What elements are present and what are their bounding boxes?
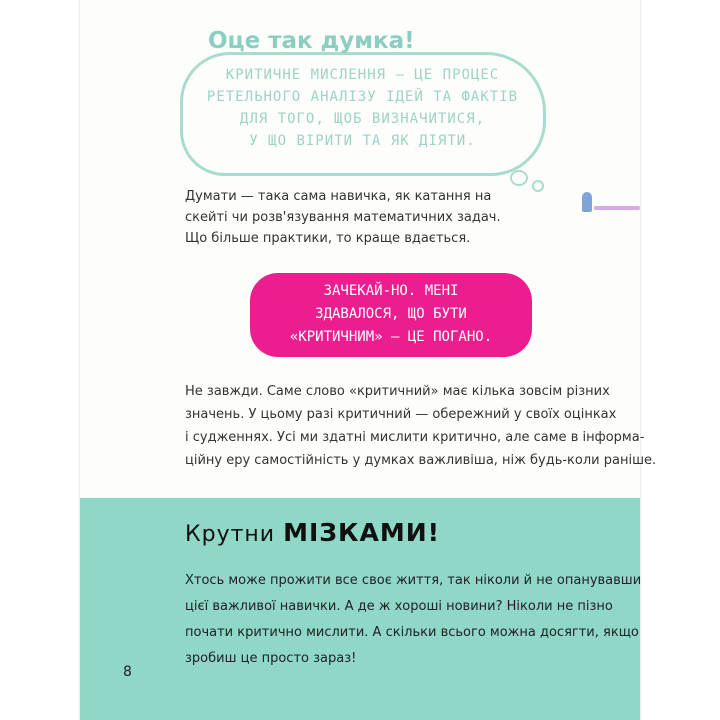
text-line: зробиш це просто зараз! bbox=[185, 651, 357, 666]
text-line: Думати — така сама навичка, як катання на bbox=[185, 189, 492, 204]
thought-line: ДЛЯ ТОГО, ЩОБ ВИЗНАЧИТИСЯ, bbox=[239, 111, 486, 127]
text-line: значень. У цьому разі критичний — обережний у своїх оцінках bbox=[185, 407, 617, 422]
thought-bubble-dot bbox=[532, 180, 544, 192]
speech-line: ЗАЧЕКАЙ-НО. МЕНІ bbox=[323, 283, 459, 299]
paragraph-2 bbox=[185, 380, 656, 472]
thought-text bbox=[190, 64, 535, 152]
text-line: скейті чи розв'язування математичних задач. bbox=[185, 210, 501, 225]
section-title bbox=[185, 518, 440, 547]
character-illustration bbox=[582, 192, 592, 212]
thought-line: У ЩО ВІРИТИ ТА ЯК ДІЯТИ. bbox=[249, 133, 476, 149]
thought-line: КРИТИЧНЕ МИСЛЕННЯ — ЦЕ ПРОЦЕС bbox=[225, 67, 500, 83]
text-line: цієї важливої навички. А де ж хороші новини? Ніколи не пізно bbox=[185, 599, 613, 614]
speech-line: ЗДАВАЛОСЯ, ЩО БУТИ bbox=[315, 306, 467, 322]
section-title-b: МІЗКАМИ! bbox=[283, 518, 441, 547]
section-paragraph bbox=[185, 568, 641, 672]
speech-line: «КРИТИЧНИМ» — ЦЕ ПОГАНО. bbox=[289, 329, 493, 345]
text-line: Не завжди. Саме слово «критичний» має кілька зовсім різних bbox=[185, 384, 610, 399]
text-line: Що більше практики, то краще вдається. bbox=[185, 231, 471, 246]
thought-bubble-dot bbox=[510, 170, 528, 186]
paragraph-1 bbox=[185, 186, 501, 249]
text-line: ційну еру самостійність у думках важливіша, ніж будь-коли раніше. bbox=[185, 453, 657, 468]
page-number: 8 bbox=[123, 664, 132, 680]
speech-text bbox=[250, 280, 532, 349]
thought-line: РЕТЕЛЬНОГО АНАЛІЗУ ІДЕЙ ТА ФАКТІВ bbox=[206, 89, 519, 105]
thought-title: Оце так думка! bbox=[208, 28, 415, 54]
text-line: почати критично мислити. А скільки всього можна досягти, якщо bbox=[185, 625, 639, 640]
text-line: і судженнях. Усі ми здатні мислити критично, але саме в інформа- bbox=[185, 430, 645, 445]
section-title-a: Крутни bbox=[185, 522, 276, 547]
decorative-line bbox=[594, 206, 640, 210]
text-line: Хтось може прожити все своє життя, так ніколи й не опанувавши bbox=[185, 573, 642, 588]
